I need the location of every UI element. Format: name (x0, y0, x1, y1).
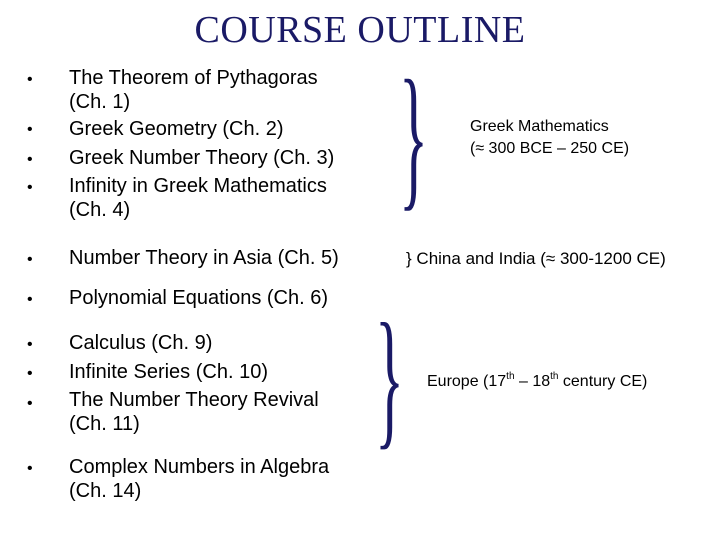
list-item (69, 146, 334, 170)
group-note-line: Greek Mathematics (470, 118, 609, 135)
list-item-line: Greek Number Theory (Ch. 3) (69, 147, 335, 169)
group-note-text: China and India (≈ 300-1200 CE) (416, 249, 666, 268)
list-item (69, 66, 318, 114)
list-item-line: (Ch. 14) (69, 480, 142, 502)
list-item-line: Infinity in Greek Mathematics (69, 175, 327, 197)
list-item-line: The Number Theory Revival (69, 389, 319, 411)
list-item (69, 246, 339, 270)
list-item-line: Infinite Series (Ch. 10) (69, 361, 268, 383)
group-note-line: (≈ 300 BCE – 250 CE) (470, 140, 630, 157)
list-item-line: Complex Numbers in Algebra (69, 456, 330, 478)
group-note-greek (470, 116, 629, 160)
group-note-asia (406, 248, 666, 270)
group-note-europe (427, 371, 647, 393)
list-item-line: Calculus (Ch. 9) (69, 332, 213, 354)
group-note-text: 18 (532, 373, 551, 390)
list-item-line: (Ch. 11) (69, 413, 140, 435)
list-item-line: (Ch. 4) (69, 199, 131, 221)
superscript: th (550, 371, 559, 382)
group-note-text: century CE) (558, 373, 648, 390)
brace-asia: } (406, 249, 412, 268)
group-note-text: Europe (17 (427, 373, 507, 390)
bullet: • (27, 121, 33, 138)
bullet: • (27, 251, 33, 268)
list-item (69, 286, 328, 310)
bullet: • (27, 179, 33, 196)
brace-europe: } (375, 291, 405, 463)
superscript: th (506, 371, 515, 382)
list-item (69, 388, 319, 436)
list-item-line: Greek Geometry (Ch. 2) (69, 118, 284, 140)
list-item-line: The Theorem of Pythagoras (69, 67, 318, 89)
list-item-line: Number Theory in Asia (Ch. 5) (69, 247, 339, 269)
bullet: • (27, 336, 33, 353)
list-item (69, 174, 327, 222)
bullet: • (27, 460, 33, 477)
bullet: • (27, 151, 33, 168)
list-item-line: (Ch. 1) (69, 91, 131, 113)
bullet: • (27, 291, 33, 308)
bullet: • (27, 365, 33, 382)
brace-greek: } (399, 47, 429, 225)
list-item (69, 455, 329, 503)
group-note-dash: – (514, 373, 533, 390)
list-item (69, 117, 284, 141)
bullet: • (27, 71, 33, 88)
bullet: • (27, 395, 33, 412)
list-item-line: Polynomial Equations (Ch. 6) (69, 287, 329, 309)
list-item (69, 331, 212, 355)
page-title: COURSE OUTLINE (194, 9, 526, 51)
list-item (69, 360, 268, 384)
